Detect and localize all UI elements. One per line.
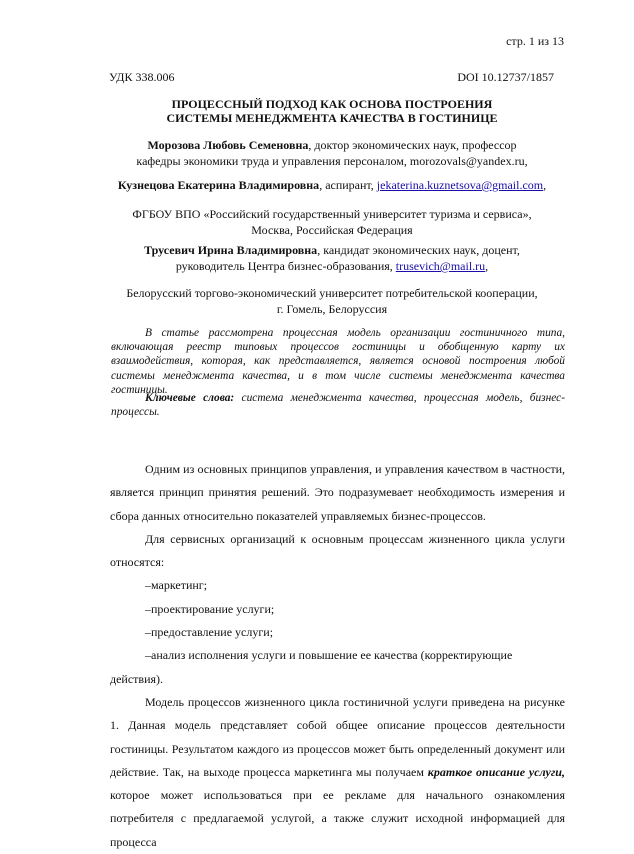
author-1 (90, 137, 574, 169)
doi-code: DOI 10.12737/1857 (457, 70, 554, 84)
abstract: В статье рассмотрена процессная модель организации гостиничного типа, включающая реестр типовых процессов гостиницы и обобщенную карту их взаимодействия, которая, как представляется, является основой построения любой системы менеджмента качества, и в том числе системы менеджмента качества гостиницы. (111, 327, 565, 396)
list-item-design: –проектирование услуги; (145, 601, 275, 616)
body-paragraph-3-start: Модель процессов жизненного цикла гостиничной услуги приведена на рисунке 1. Данная модель представляет собой общее описание процессов деятельности гостиницы. Результатом каждого из процессов может быть определенный документ или действие. Так, на выходе процесса маркетинга мы получаем (110, 694, 565, 779)
article-title (90, 97, 574, 125)
affiliation-1 (90, 206, 574, 238)
author-3 (90, 242, 574, 274)
author-2-email-link[interactable]: jekaterina.kuznetsova@gmail.com (376, 178, 544, 192)
author-2 (90, 177, 574, 193)
keywords-label: Ключевые слова: (145, 392, 235, 404)
body-paragraph-3-emphasis: краткое описание услуги, (427, 764, 565, 779)
list-item-delivery: –предоставление услуги; (145, 625, 274, 640)
author-3-position: руководитель Центра бизнес-образования, (175, 259, 396, 273)
title-line-2: СИСТЕМЫ МЕНЕДЖМЕНТА КАЧЕСТВА В ГОСТИНИЦЕ (166, 111, 498, 125)
keywords (111, 391, 565, 419)
affiliation-2-line-1: Белорусский торгово-экономический университет потребительской кооперации, (126, 286, 538, 300)
author-1-name: Морозова Любовь Семеновна (147, 138, 309, 152)
article-body (110, 458, 565, 854)
author-3-email-link[interactable]: trusevich@mail.ru (395, 259, 486, 273)
author-2-comma: , (543, 178, 547, 192)
list-item-analysis: –анализ исполнения услуги и повышение ее качества (корректирующие действия). (110, 648, 513, 686)
affiliation-2 (90, 285, 574, 317)
body-paragraph-3-end: которое может использоваться при ее рекламе для начального ознакомления потребителя с предлагаемой услугой, а также служит исходной информацией для процесса (110, 788, 565, 849)
article-meta (109, 70, 554, 85)
affiliation-1-line-1: ФГБОУ ВПО «Российский государственный университет туризма и сервиса», (132, 207, 532, 221)
keywords-list: система менеджмента качества, процессная модель, бизнес-процессы. (111, 392, 565, 419)
author-1-position: кафедры экономики труда и управления персоналом, morozovals@yandex.ru, (136, 154, 528, 168)
author-2-degree: , аспирант, (319, 178, 377, 192)
author-3-degree: , кандидат экономических наук, доцент, (317, 243, 520, 257)
body-paragraph-3 (110, 691, 565, 854)
title-line-1: ПРОЦЕССНЫЙ ПОДХОД КАК ОСНОВА ПОСТРОЕНИЯ (171, 97, 493, 111)
affiliation-2-line-2: г. Гомель, Белоруссия (276, 302, 388, 316)
author-3-comma: , (485, 259, 489, 273)
body-paragraph-1: Одним из основных принципов управления, и управления качеством в частности, является принцип принятия решений. Это подразумевает необходимость измерения и сбора данных относительно показателей управляемых бизнес-процессов. (110, 462, 565, 523)
author-3-name: Трусевич Ирина Владимировна (144, 243, 318, 257)
page-number: стр. 1 из 13 (506, 34, 564, 48)
author-1-line-1 (90, 137, 574, 153)
body-paragraph-2: Для сервисных организаций к основным процессам жизненного цикла услуги относятся: (110, 531, 565, 570)
author-3-line-2 (90, 258, 574, 274)
affiliation-1-line-2: Москва, Российская Федерация (251, 223, 413, 237)
list-item-marketing: –маркетинг; (145, 578, 208, 593)
author-3-line-1 (90, 242, 574, 258)
udk-code: УДК 338.006 (109, 70, 175, 84)
author-1-degree: , доктор экономических наук, профессор (308, 138, 517, 152)
author-2-name: Кузнецова Екатерина Владимировна (117, 178, 320, 192)
